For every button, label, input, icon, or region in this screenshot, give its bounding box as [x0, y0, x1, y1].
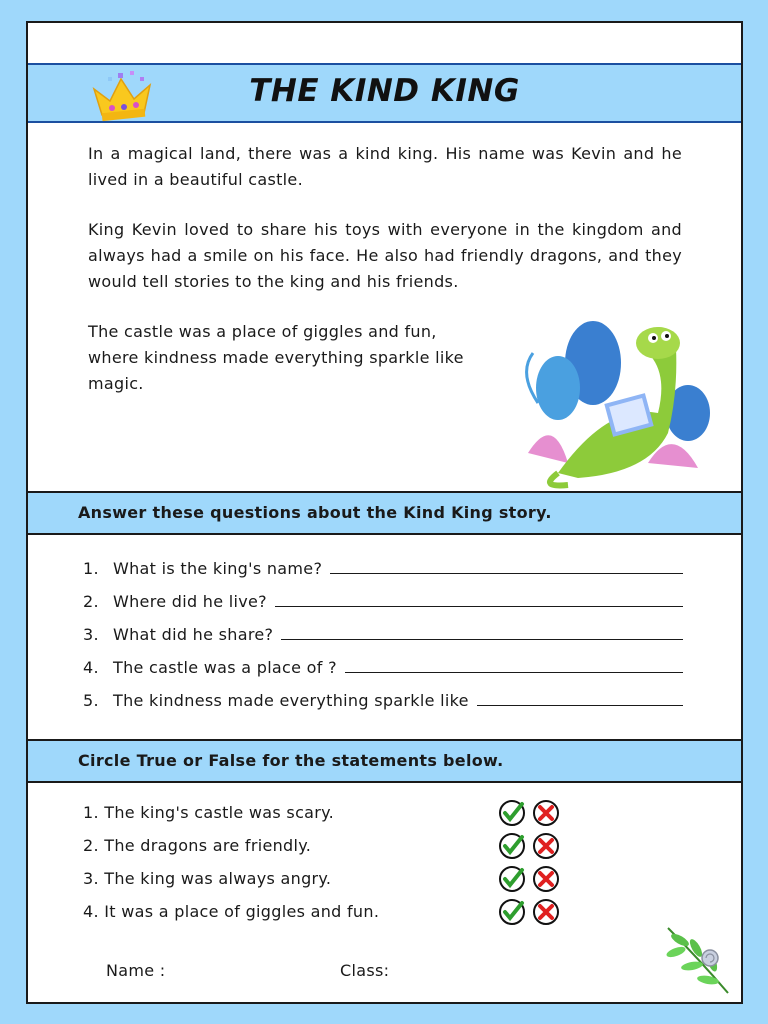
page-title: THE KIND KING — [249, 73, 520, 109]
plant-icon — [658, 918, 738, 998]
question-text: What did he share? — [113, 625, 274, 644]
check-icon[interactable] — [498, 898, 526, 926]
worksheet — [26, 21, 743, 1004]
statement-row — [83, 803, 563, 836]
questions-list — [83, 559, 683, 724]
class-label: Class: — [340, 961, 390, 980]
questions-header-bar — [28, 491, 741, 535]
question-row — [83, 592, 683, 625]
question-number: 1. — [83, 559, 99, 578]
statement-text: 4. It was a place of giggles and fun. — [83, 902, 380, 921]
name-label: Name : — [106, 961, 166, 980]
cross-icon[interactable] — [532, 832, 560, 860]
cross-icon[interactable] — [532, 898, 560, 926]
question-row — [83, 658, 683, 691]
statement-row — [83, 902, 563, 935]
answer-line[interactable] — [477, 691, 683, 706]
statement-text: 1. The king's castle was scary. — [83, 803, 335, 822]
story-paragraph-3: The castle was a place of giggles and fun, where kindness made everything sparkle like magic. — [88, 322, 464, 393]
answer-line[interactable] — [281, 625, 683, 640]
question-text: Where did he live? — [113, 592, 267, 611]
question-row — [83, 691, 683, 724]
answer-line[interactable] — [345, 658, 683, 673]
question-text: What is the king's name? — [113, 559, 323, 578]
question-number: 5. — [83, 691, 99, 710]
cross-icon[interactable] — [532, 865, 560, 893]
statements-list — [83, 803, 563, 935]
dragon-illustration — [498, 313, 728, 493]
cross-icon[interactable] — [532, 799, 560, 827]
check-icon[interactable] — [498, 865, 526, 893]
check-icon[interactable] — [498, 832, 526, 860]
story-paragraph-1: In a magical land, there was a kind king. His name was Kevin and he lived in a beautiful castle. — [88, 144, 682, 189]
question-row — [83, 625, 683, 658]
statement-text: 2. The dragons are friendly. — [83, 836, 312, 855]
answer-line[interactable] — [275, 592, 683, 607]
statement-text: 3. The king was always angry. — [83, 869, 332, 888]
check-icon[interactable] — [498, 799, 526, 827]
question-number: 3. — [83, 625, 99, 644]
title-bar — [28, 63, 741, 123]
statement-row — [83, 836, 563, 869]
true-false-header-bar — [28, 739, 741, 783]
question-number: 4. — [83, 658, 99, 677]
question-row — [83, 559, 683, 592]
question-number: 2. — [83, 592, 99, 611]
question-text: The castle was a place of ? — [113, 658, 337, 677]
statement-row — [83, 869, 563, 902]
questions-header: Answer these questions about the Kind King story. — [78, 503, 552, 522]
answer-line[interactable] — [330, 559, 683, 574]
story-paragraph-2: King Kevin loved to share his toys with everyone in the kingdom and always had a smile on his face. He also had friendly dragons, and they would tell stories to the king and his friends. — [88, 220, 682, 291]
question-text: The kindness made everything sparkle like — [113, 691, 469, 710]
true-false-header: Circle True or False for the statements below. — [78, 751, 504, 770]
